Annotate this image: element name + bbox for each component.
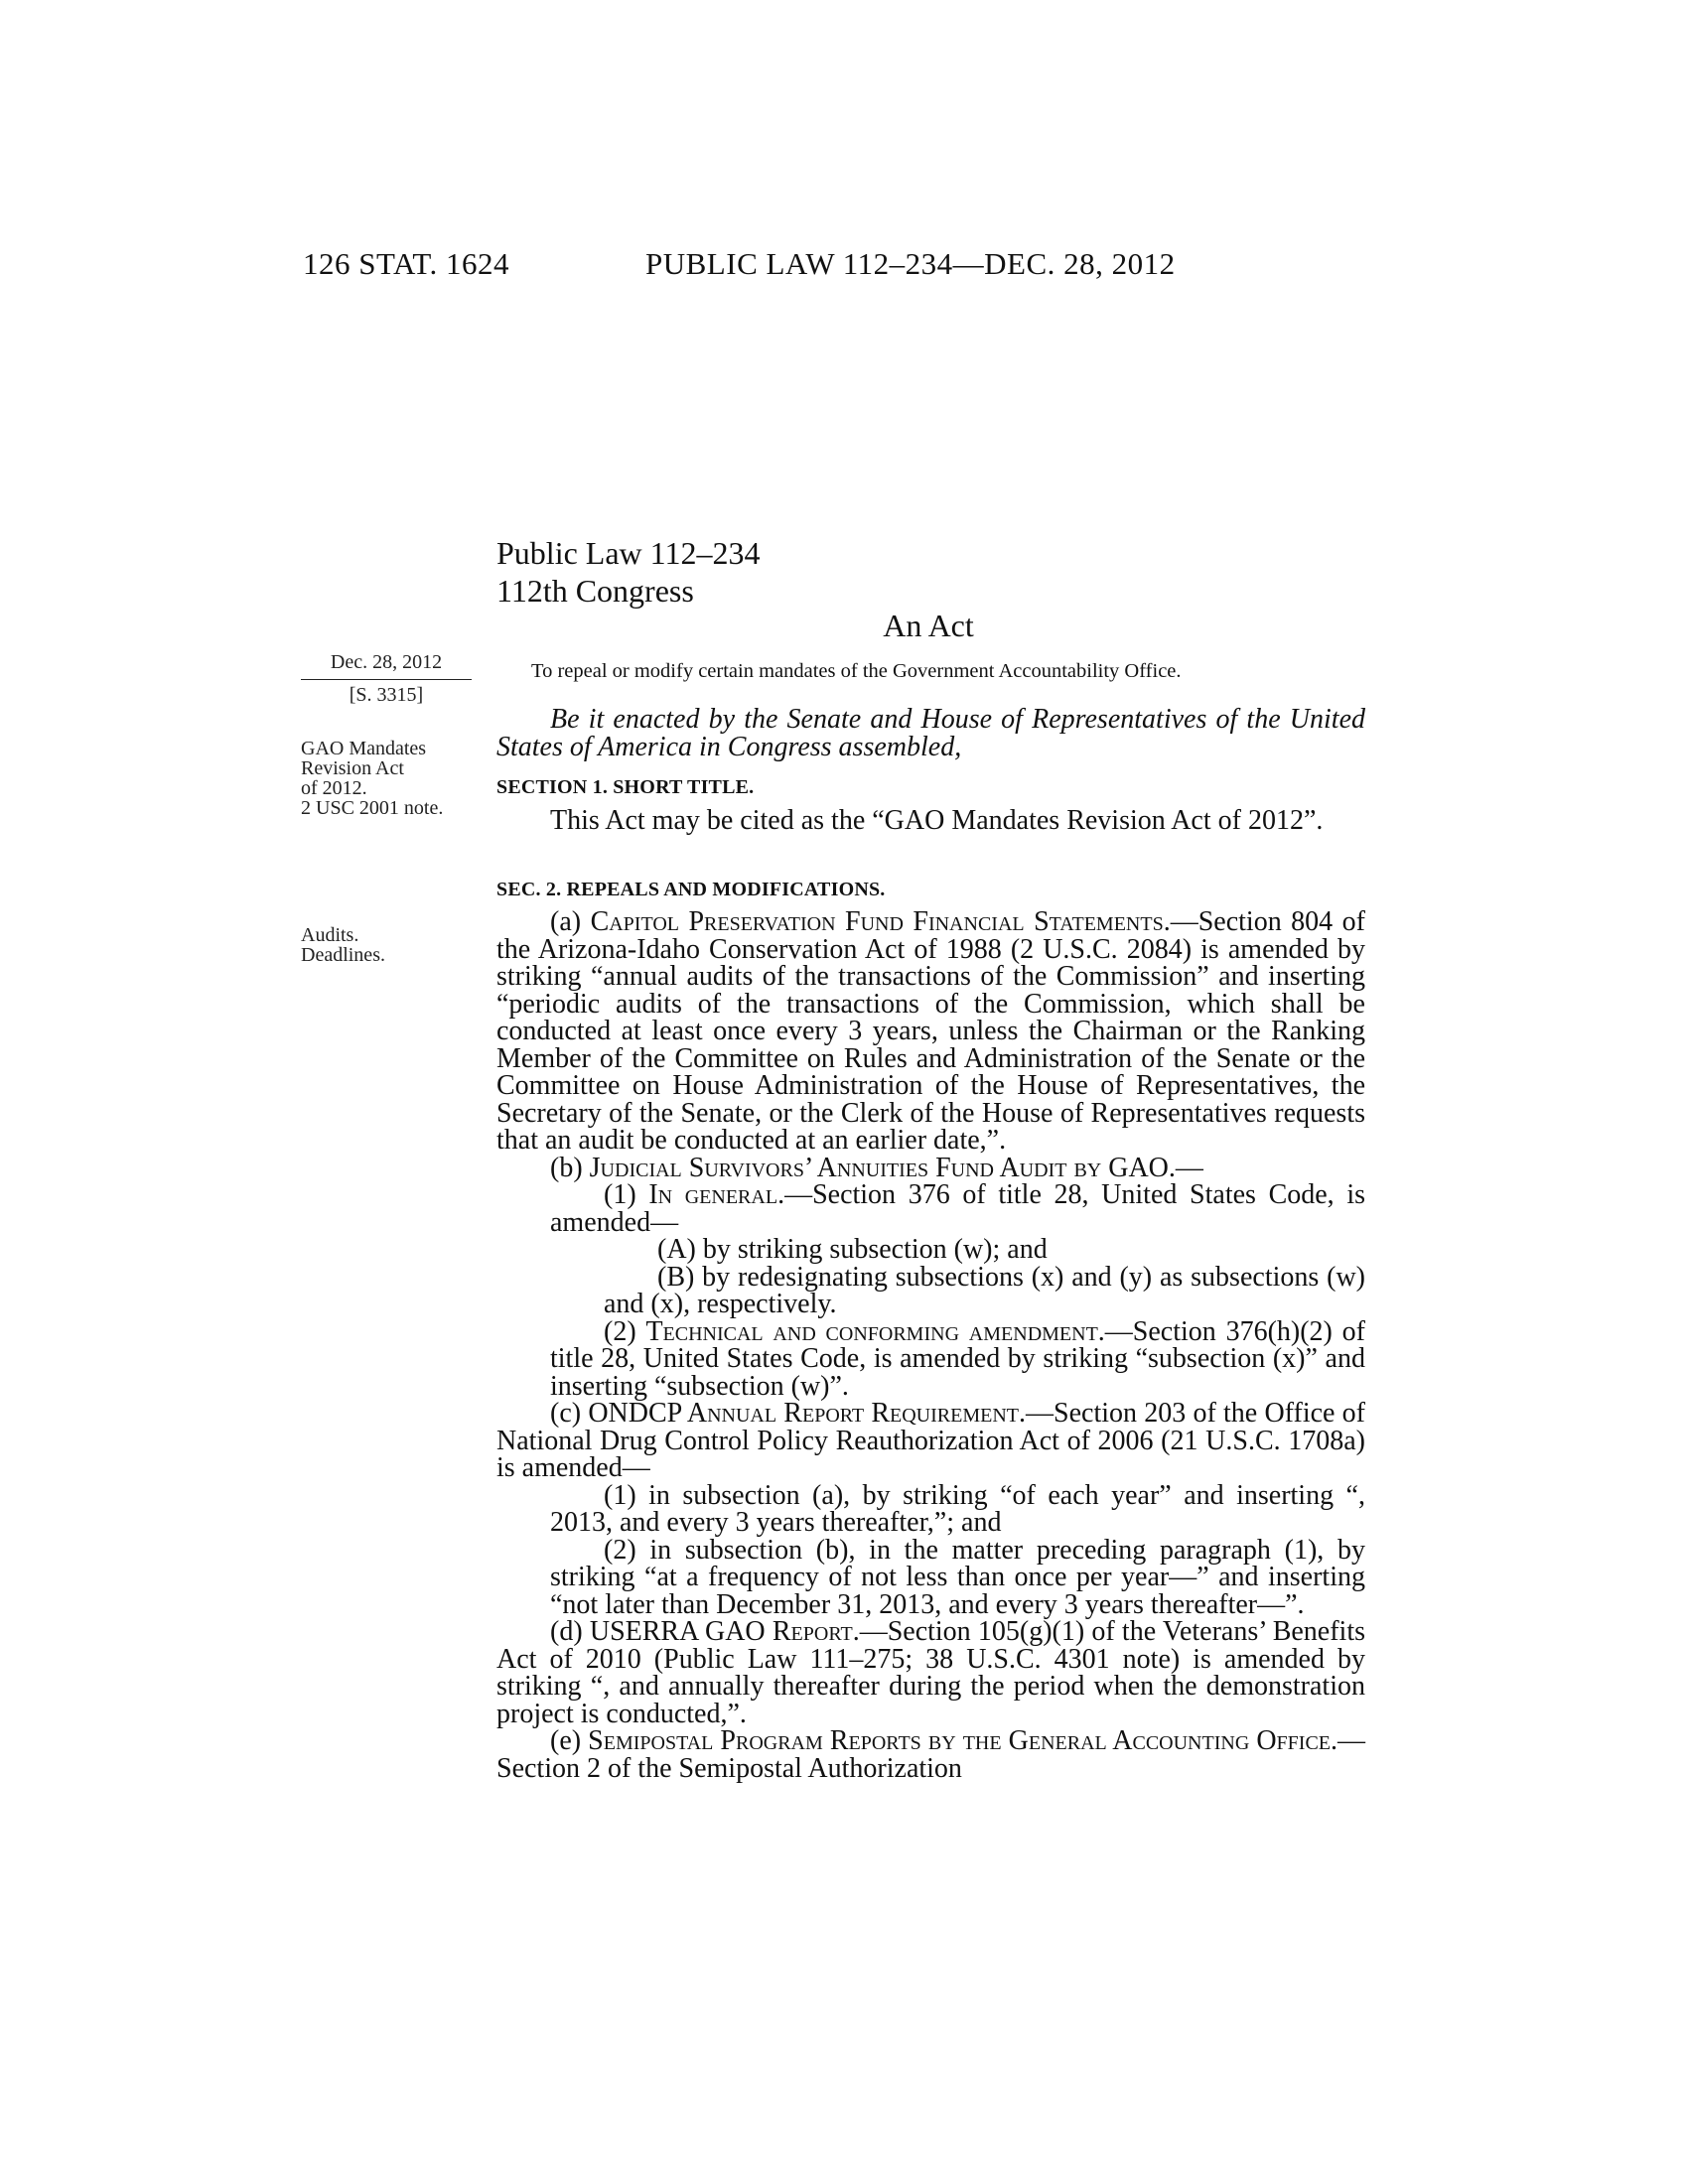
section-2-body	[496, 908, 1365, 1782]
enacting-clause: Be it enacted by the Senate and House of Representatives of the United States of America in Congress assembled,	[496, 704, 1365, 762]
subsection-c-text: .—Section 203 of the Office of National Drug Control Policy Reauthorization Act of 2006 (21 U.S.C. 1708a) is amended—	[496, 1398, 1366, 1483]
subsection-c-label: (c)	[550, 1398, 589, 1429]
paragraph-c1: (1) in subsection (a), by striking “of each year” and inserting “, 2013, and every 3 years thereafter,”; and	[550, 1479, 1365, 1538]
paragraph-b2-label: (2)	[604, 1315, 646, 1347]
section-1-heading: SECTION 1. SHORT TITLE.	[496, 776, 755, 798]
subsection-a	[496, 908, 1365, 1155]
section-2-heading: SEC. 2. REPEALS AND MODIFICATIONS.	[496, 879, 886, 900]
subsection-c	[496, 1400, 1365, 1482]
margin-note-line: Deadlines.	[301, 944, 385, 966]
subsection-a-text: .—Section 804 of the Arizona-Idaho Conservation Act of 1988 (2 U.S.C. 2084) is amended by striking “annual audits of the transactions of the Commission” and inserting “periodic audits of the transactions of the Commission, which shall be conducted at least once every 3 years, unless the Chairman or the Ranking Member of the Committee on Rules and Administration of the Senate or the Committee on House Administration of the House of Representatives, the Secretary of the Senate, or the Clerk of the House of Representatives requests that an audit be conducted at an earlier date,”.	[496, 906, 1365, 1156]
paragraph-b1-heading: In general	[648, 1179, 778, 1210]
margin-note-short-title	[301, 739, 490, 818]
stat-reference: 126 STAT. 1624	[303, 246, 510, 281]
margin-note-divider	[301, 679, 472, 680]
subsection-a-label: (a)	[550, 906, 591, 937]
section-1-text: This Act may be cited as the “GAO Mandates Revision Act of 2012”.	[550, 805, 1324, 836]
subsection-e	[496, 1727, 1365, 1782]
subsection-e-text: .—Section 2 of the Semipostal Authorization	[496, 1725, 1366, 1784]
margin-note-line: GAO Mandates	[301, 738, 427, 759]
paragraph-b2-text: .—Section 376(h)(2) of title 28, United States Code, is amended by striking “subsection (x)” and inserting “subsection (w)”.	[550, 1315, 1365, 1402]
subsection-e-heading: Semipostal Program Reports by the General Accounting Office	[588, 1725, 1332, 1756]
subparagraph-b1A: (A) by striking subsection (w); and	[657, 1234, 1048, 1265]
margin-note-line: of 2012.	[301, 777, 367, 799]
subsection-b-heading: Judicial Survivors’ Annuities Fund Audit by GAO	[589, 1152, 1169, 1183]
margin-note-audits	[301, 925, 490, 965]
margin-note-line: 2 USC 2001 note.	[301, 797, 444, 819]
subsection-e-label: (e)	[550, 1725, 589, 1756]
subsection-d-label: (d)	[550, 1616, 590, 1647]
paragraph-c2: (2) in subsection (b), in the matter preceding paragraph (1), by striking “at a frequency of not less than once per year—” and inserting “not later than December 31, 2013, and every 3 years thereafter—”.	[550, 1534, 1365, 1620]
subsection-d-text: .—Section 105(g)(1) of the Veterans’ Benefits Act of 2010 (Public Law 111–275; 38 U.S.C. 4301 note) is amended by striking “, and annually thereafter during the period when the demonstration project is conducted,”.	[496, 1616, 1365, 1729]
running-header	[0, 246, 1688, 286]
subsection-b-label: (b)	[550, 1152, 590, 1183]
paragraph-b1-label: (1)	[604, 1179, 649, 1210]
margin-note-date: Dec. 28, 2012	[330, 651, 443, 673]
an-act-heading: An Act	[883, 608, 974, 643]
subsection-d	[496, 1618, 1365, 1727]
subsection-b	[496, 1152, 1365, 1183]
title-block	[496, 534, 760, 610]
subsection-c-heading: ONDCP Annual Report Requirement	[588, 1398, 1020, 1429]
subsection-b-text: .—	[1168, 1152, 1203, 1183]
margin-note-line: Audits.	[301, 924, 359, 946]
margin-note-line: Revision Act	[301, 757, 404, 779]
subsection-a-heading: Capitol Preservation Fund Financial Statements	[590, 906, 1164, 937]
paragraph-b2-heading: Technical and conforming amendment	[645, 1315, 1098, 1347]
paragraph-b2	[496, 1315, 1365, 1402]
subparagraph-b1B: (B) by redesignating subsections (x) and (y) as subsections (w) and (x), respectively.	[604, 1261, 1365, 1319]
purpose-statement: To repeal or modify certain mandates of the Government Accountability Office.	[531, 660, 1182, 682]
running-title: PUBLIC LAW 112–234—DEC. 28, 2012	[645, 246, 1176, 281]
paragraph-b1	[496, 1181, 1365, 1236]
public-law-number: Public Law 112–234	[496, 535, 761, 571]
congress-number: 112th Congress	[496, 573, 694, 609]
paragraph-b1-text: .—Section 376 of title 28, United States Code, is amended—	[550, 1179, 1365, 1238]
subsection-d-heading: USERRA GAO Report	[589, 1616, 853, 1647]
margin-note-bill: [S. 3315]	[349, 684, 424, 706]
